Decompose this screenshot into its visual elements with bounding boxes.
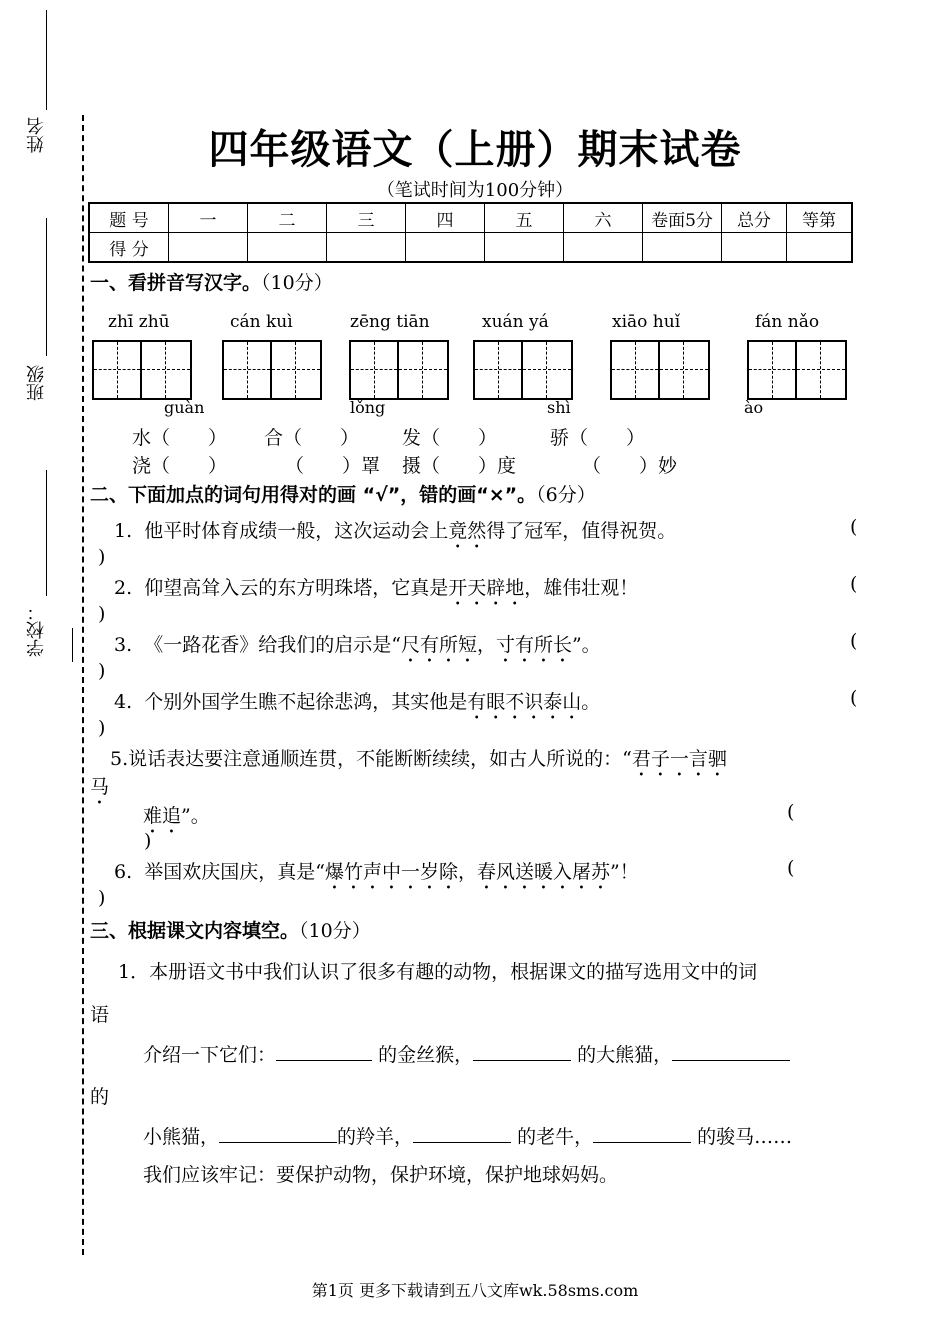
fill-blank[interactable] bbox=[473, 1042, 571, 1061]
item-text: ，雄伟壮观！ bbox=[524, 577, 639, 599]
item-text: 得了冠军，值得祝贺。 bbox=[486, 520, 677, 542]
answer-paren-close[interactable]: ) bbox=[98, 546, 106, 568]
score-cell: 卷面5分 bbox=[643, 203, 722, 233]
fill-blank[interactable] bbox=[413, 1124, 511, 1143]
answer-paren-open[interactable]: ( bbox=[850, 516, 858, 538]
score-cell: 六 bbox=[564, 203, 643, 233]
answer-paren-open[interactable]: ( bbox=[850, 573, 858, 595]
answer-paren-open[interactable]: ( bbox=[850, 687, 858, 709]
writing-grid-2[interactable] bbox=[222, 340, 322, 400]
answer-paren-open[interactable]: ( bbox=[787, 801, 795, 823]
fill-question-1: 1．本册语文书中我们认识了很多有趣的动物，根据课文的描写选用文中的词 bbox=[118, 961, 758, 983]
item-text: 。 bbox=[581, 691, 601, 713]
binding-dashed-line bbox=[82, 115, 84, 1255]
dotted-phrase: 马 bbox=[90, 776, 110, 798]
section1-points: （10分） bbox=[261, 272, 333, 294]
judge-item-1 bbox=[114, 516, 676, 553]
section1-title: 一、看拼音写汉字。 bbox=[90, 272, 262, 294]
judge-item-5-wrap bbox=[90, 772, 109, 809]
school-line bbox=[46, 470, 47, 596]
score-input-cell[interactable] bbox=[169, 233, 248, 263]
fill-text: 的大熊猫， bbox=[577, 1044, 673, 1066]
item-text: 个别外国学生瞧不起徐悲鸿，其实他是 bbox=[144, 691, 468, 713]
score-cell: 三 bbox=[327, 203, 406, 233]
class-line bbox=[46, 218, 47, 356]
answer-paren-open[interactable]: ( bbox=[850, 630, 858, 652]
writing-grid-4[interactable] bbox=[473, 340, 573, 400]
score-cell: 四 bbox=[406, 203, 485, 233]
pinyin-1: zhī zhū bbox=[108, 312, 170, 332]
poly-word-2b: （ ）罩 bbox=[285, 455, 381, 477]
poly-pinyin-2: lǒng bbox=[350, 398, 386, 417]
name-line bbox=[46, 10, 47, 110]
fill-blank[interactable] bbox=[276, 1042, 372, 1061]
score-input-cell[interactable] bbox=[248, 233, 327, 263]
poly-word-2a: 合（ ） bbox=[264, 427, 360, 449]
score-table bbox=[88, 202, 853, 263]
poly-word-3a: 发（ ） bbox=[402, 427, 498, 449]
fill-line-2 bbox=[143, 1040, 790, 1067]
item-number: 6. bbox=[114, 861, 133, 883]
section2-title: 二、下面加点的词句用得对的画 “√”，错的画“×”。 bbox=[90, 484, 537, 506]
section3-heading bbox=[90, 916, 371, 943]
poly-pinyin-3: shì bbox=[547, 398, 571, 417]
pinyin-6: fán nǎo bbox=[755, 312, 820, 332]
item-text: ”！ bbox=[609, 861, 639, 883]
writing-grid-1[interactable] bbox=[92, 340, 192, 400]
score-input-cell[interactable] bbox=[327, 233, 406, 263]
answer-paren-close[interactable]: ) bbox=[98, 717, 106, 739]
answer-paren-close[interactable]: ) bbox=[98, 660, 106, 682]
section3-points: （10分） bbox=[299, 920, 371, 942]
section2-heading bbox=[90, 480, 596, 507]
fill-line-4: 我们应该牢记：要保护动物，保护环境，保护地球妈妈。 bbox=[143, 1164, 619, 1186]
judge-item-4 bbox=[114, 687, 600, 724]
item-number: 5. bbox=[110, 748, 129, 770]
poly-word-3b: 摄（ ）度 bbox=[402, 455, 517, 477]
dotted-phrase: 难追 bbox=[143, 805, 182, 827]
poly-word-4a: 骄（ ） bbox=[550, 427, 646, 449]
pinyin-5: xiāo huǐ bbox=[612, 312, 681, 332]
item-text: 《一路花香》给我们的启示是“ bbox=[144, 634, 401, 656]
score-input-cell[interactable] bbox=[722, 233, 787, 263]
judge-item-2 bbox=[114, 573, 638, 610]
fill-blank[interactable] bbox=[672, 1042, 790, 1061]
item-text: ”。 bbox=[571, 634, 601, 656]
score-input-cell[interactable] bbox=[564, 233, 643, 263]
score-row-label: 得 分 bbox=[89, 233, 169, 263]
fill-text: 小熊猫， bbox=[143, 1126, 220, 1148]
section3-title: 三、根据课文内容填空。 bbox=[90, 920, 300, 942]
poly-pinyin-1: guàn bbox=[164, 398, 205, 417]
name-label: 姓名 bbox=[26, 117, 47, 153]
score-cell: 题 号 bbox=[89, 203, 169, 233]
answer-paren-close[interactable]: ) bbox=[98, 887, 106, 909]
answer-paren-close[interactable]: ) bbox=[98, 603, 106, 625]
poly-word-1a: 水（ ） bbox=[132, 427, 228, 449]
score-cell: 五 bbox=[485, 203, 564, 233]
class-label: 班级 bbox=[26, 365, 47, 401]
fill-text: 的骏马…… bbox=[697, 1126, 793, 1148]
poly-word-1b: 浇（ ） bbox=[132, 455, 228, 477]
judge-item-5 bbox=[110, 744, 727, 781]
item-text: 说话表达要注意通顺连贯，不能断断续续，如古人所说的：“ bbox=[128, 748, 632, 770]
page-subtitle: （笔试时间为100分钟） bbox=[376, 180, 574, 201]
fill-line-3 bbox=[143, 1122, 792, 1149]
pinyin-2: cán kuì bbox=[230, 312, 293, 332]
score-input-cell[interactable] bbox=[643, 233, 722, 263]
item-number: 4. bbox=[114, 691, 133, 713]
dotted-phrase: 尺有所短，寸有所长 bbox=[400, 634, 572, 656]
fill-text: 的羚羊， bbox=[337, 1126, 414, 1148]
poly-word-4b: （ ）妙 bbox=[582, 455, 678, 477]
writing-grid-6[interactable] bbox=[747, 340, 847, 400]
dotted-phrase: 开天辟地 bbox=[448, 577, 525, 599]
school-label: 学校： bbox=[26, 603, 47, 657]
dotted-phrase: 爆竹声中一岁除，春风送暖入屠苏 bbox=[324, 861, 610, 883]
dotted-phrase: 竟然 bbox=[448, 520, 487, 542]
item-number: 2. bbox=[114, 577, 133, 599]
score-input-cell[interactable] bbox=[406, 233, 485, 263]
item-number: 3. bbox=[114, 634, 133, 656]
item-text: 举国欢庆国庆，真是“ bbox=[144, 861, 325, 883]
section1-heading bbox=[90, 268, 333, 295]
page-footer: 第1页 更多下载请到五八文库wk.58sms.com bbox=[311, 1281, 639, 1300]
judge-item-6 bbox=[114, 857, 639, 894]
judge-item-5-cont bbox=[143, 801, 210, 838]
judge-item-3 bbox=[114, 630, 601, 667]
dotted-phrase: 有眼不识泰山 bbox=[467, 691, 582, 713]
fill-line-2-wrap: 的 bbox=[90, 1086, 110, 1108]
score-header-row bbox=[89, 203, 852, 233]
section2-points: （6分） bbox=[536, 484, 596, 506]
score-cell: 总分 bbox=[722, 203, 787, 233]
dotted-phrase: 君子一言驷 bbox=[631, 748, 727, 770]
writing-grid-3[interactable] bbox=[349, 340, 449, 400]
score-cell: 等第 bbox=[787, 203, 853, 233]
item-text: ”。 bbox=[181, 805, 210, 827]
poly-pinyin-4: ào bbox=[744, 398, 764, 417]
score-input-row bbox=[89, 233, 852, 263]
item-number: 1. bbox=[114, 520, 133, 542]
score-cell: 二 bbox=[248, 203, 327, 233]
page-title: 四年级语文（上册）期末试卷 bbox=[208, 127, 742, 173]
fill-text: 的老牛， bbox=[517, 1126, 594, 1148]
pinyin-3: zēng tiān bbox=[350, 312, 430, 332]
item-text: 他平时体育成绩一般，这次运动会上 bbox=[144, 520, 449, 542]
fill-question-1-wrap: 语 bbox=[90, 1004, 110, 1026]
fill-text: 介绍一下它们： bbox=[143, 1044, 277, 1066]
school-mark bbox=[72, 628, 73, 662]
answer-paren-close[interactable]: ) bbox=[144, 830, 152, 852]
score-input-cell[interactable] bbox=[787, 233, 853, 263]
pinyin-4: xuán yá bbox=[482, 312, 549, 332]
fill-blank[interactable] bbox=[219, 1124, 337, 1143]
answer-paren-open[interactable]: ( bbox=[787, 857, 795, 879]
item-text: 仰望高耸入云的东方明珠塔，它真是 bbox=[144, 577, 449, 599]
score-input-cell[interactable] bbox=[485, 233, 564, 263]
writing-grid-5[interactable] bbox=[610, 340, 710, 400]
fill-text: 的金丝猴， bbox=[378, 1044, 474, 1066]
score-cell: 一 bbox=[169, 203, 248, 233]
fill-blank[interactable] bbox=[593, 1124, 691, 1143]
